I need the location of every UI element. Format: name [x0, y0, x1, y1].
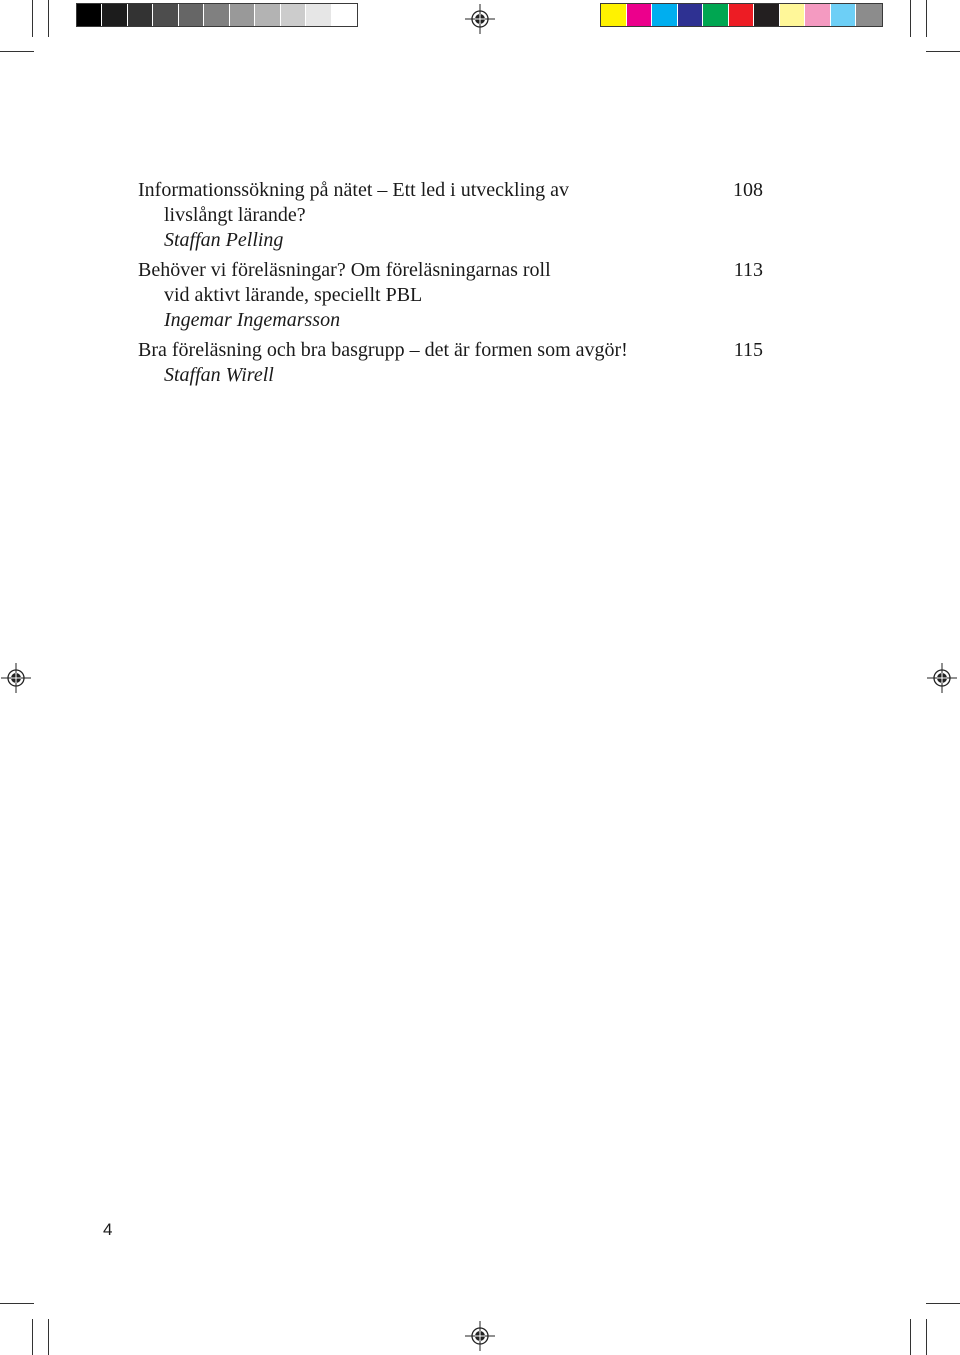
color-swatch	[128, 4, 153, 26]
toc-entry-title: Behöver vi föreläsningar? Om föreläsningarnas roll	[138, 259, 551, 281]
color-calibration-bar	[600, 3, 883, 27]
toc-entry-title: Bra föreläsning och bra basgrupp – det är formen som avgör!	[138, 339, 628, 361]
color-swatch	[102, 4, 127, 26]
toc-entry-page-number: 113	[733, 259, 763, 281]
crop-mark	[926, 0, 927, 37]
toc-entry[interactable]	[138, 178, 768, 253]
crop-mark	[926, 51, 960, 52]
crop-mark	[926, 1319, 927, 1355]
color-swatch	[281, 4, 306, 26]
toc-entry-title: Informationssökning på nätet – Ett led i utveckling av	[138, 179, 570, 201]
crop-mark	[0, 51, 34, 52]
page-number: 4	[103, 1220, 113, 1239]
registration-mark-icon	[465, 4, 495, 34]
crop-mark	[32, 1319, 33, 1355]
table-of-contents	[138, 178, 768, 393]
color-swatch	[678, 4, 704, 26]
color-swatch	[805, 4, 831, 26]
color-swatch	[306, 4, 331, 26]
color-swatch	[831, 4, 857, 26]
color-swatch	[153, 4, 178, 26]
color-swatch	[255, 4, 280, 26]
registration-mark-icon	[927, 663, 957, 693]
registration-mark-icon	[465, 1321, 495, 1351]
toc-entry-title-continued: vid aktivt lärande, speciellt PBL	[164, 284, 423, 306]
registration-mark-icon	[1, 663, 31, 693]
toc-entry-title-continued: livslångt lärande?	[164, 204, 306, 226]
crop-mark	[0, 1303, 34, 1304]
toc-entry-author: Ingemar Ingemarsson	[164, 309, 341, 331]
color-swatch	[627, 4, 653, 26]
color-swatch	[77, 4, 102, 26]
toc-entry-author: Staffan Pelling	[164, 229, 284, 251]
crop-mark	[926, 1303, 960, 1304]
color-swatch	[703, 4, 729, 26]
grayscale-calibration-bar	[76, 3, 358, 27]
color-swatch	[856, 4, 882, 26]
crop-mark	[910, 0, 911, 37]
toc-entry-author: Staffan Wirell	[164, 364, 274, 386]
color-swatch	[332, 4, 357, 26]
color-swatch	[601, 4, 627, 26]
color-swatch	[780, 4, 806, 26]
toc-entry[interactable]	[138, 338, 768, 388]
crop-mark	[48, 1319, 49, 1355]
color-swatch	[652, 4, 678, 26]
crop-mark	[32, 0, 33, 37]
color-swatch	[204, 4, 229, 26]
color-swatch	[230, 4, 255, 26]
crop-mark	[48, 0, 49, 37]
crop-mark	[910, 1319, 911, 1355]
color-swatch	[754, 4, 780, 26]
toc-entry-page-number: 115	[733, 339, 763, 361]
color-swatch	[729, 4, 755, 26]
color-swatch	[179, 4, 204, 26]
toc-entry-page-number: 108	[733, 179, 763, 201]
toc-entry[interactable]	[138, 258, 768, 333]
